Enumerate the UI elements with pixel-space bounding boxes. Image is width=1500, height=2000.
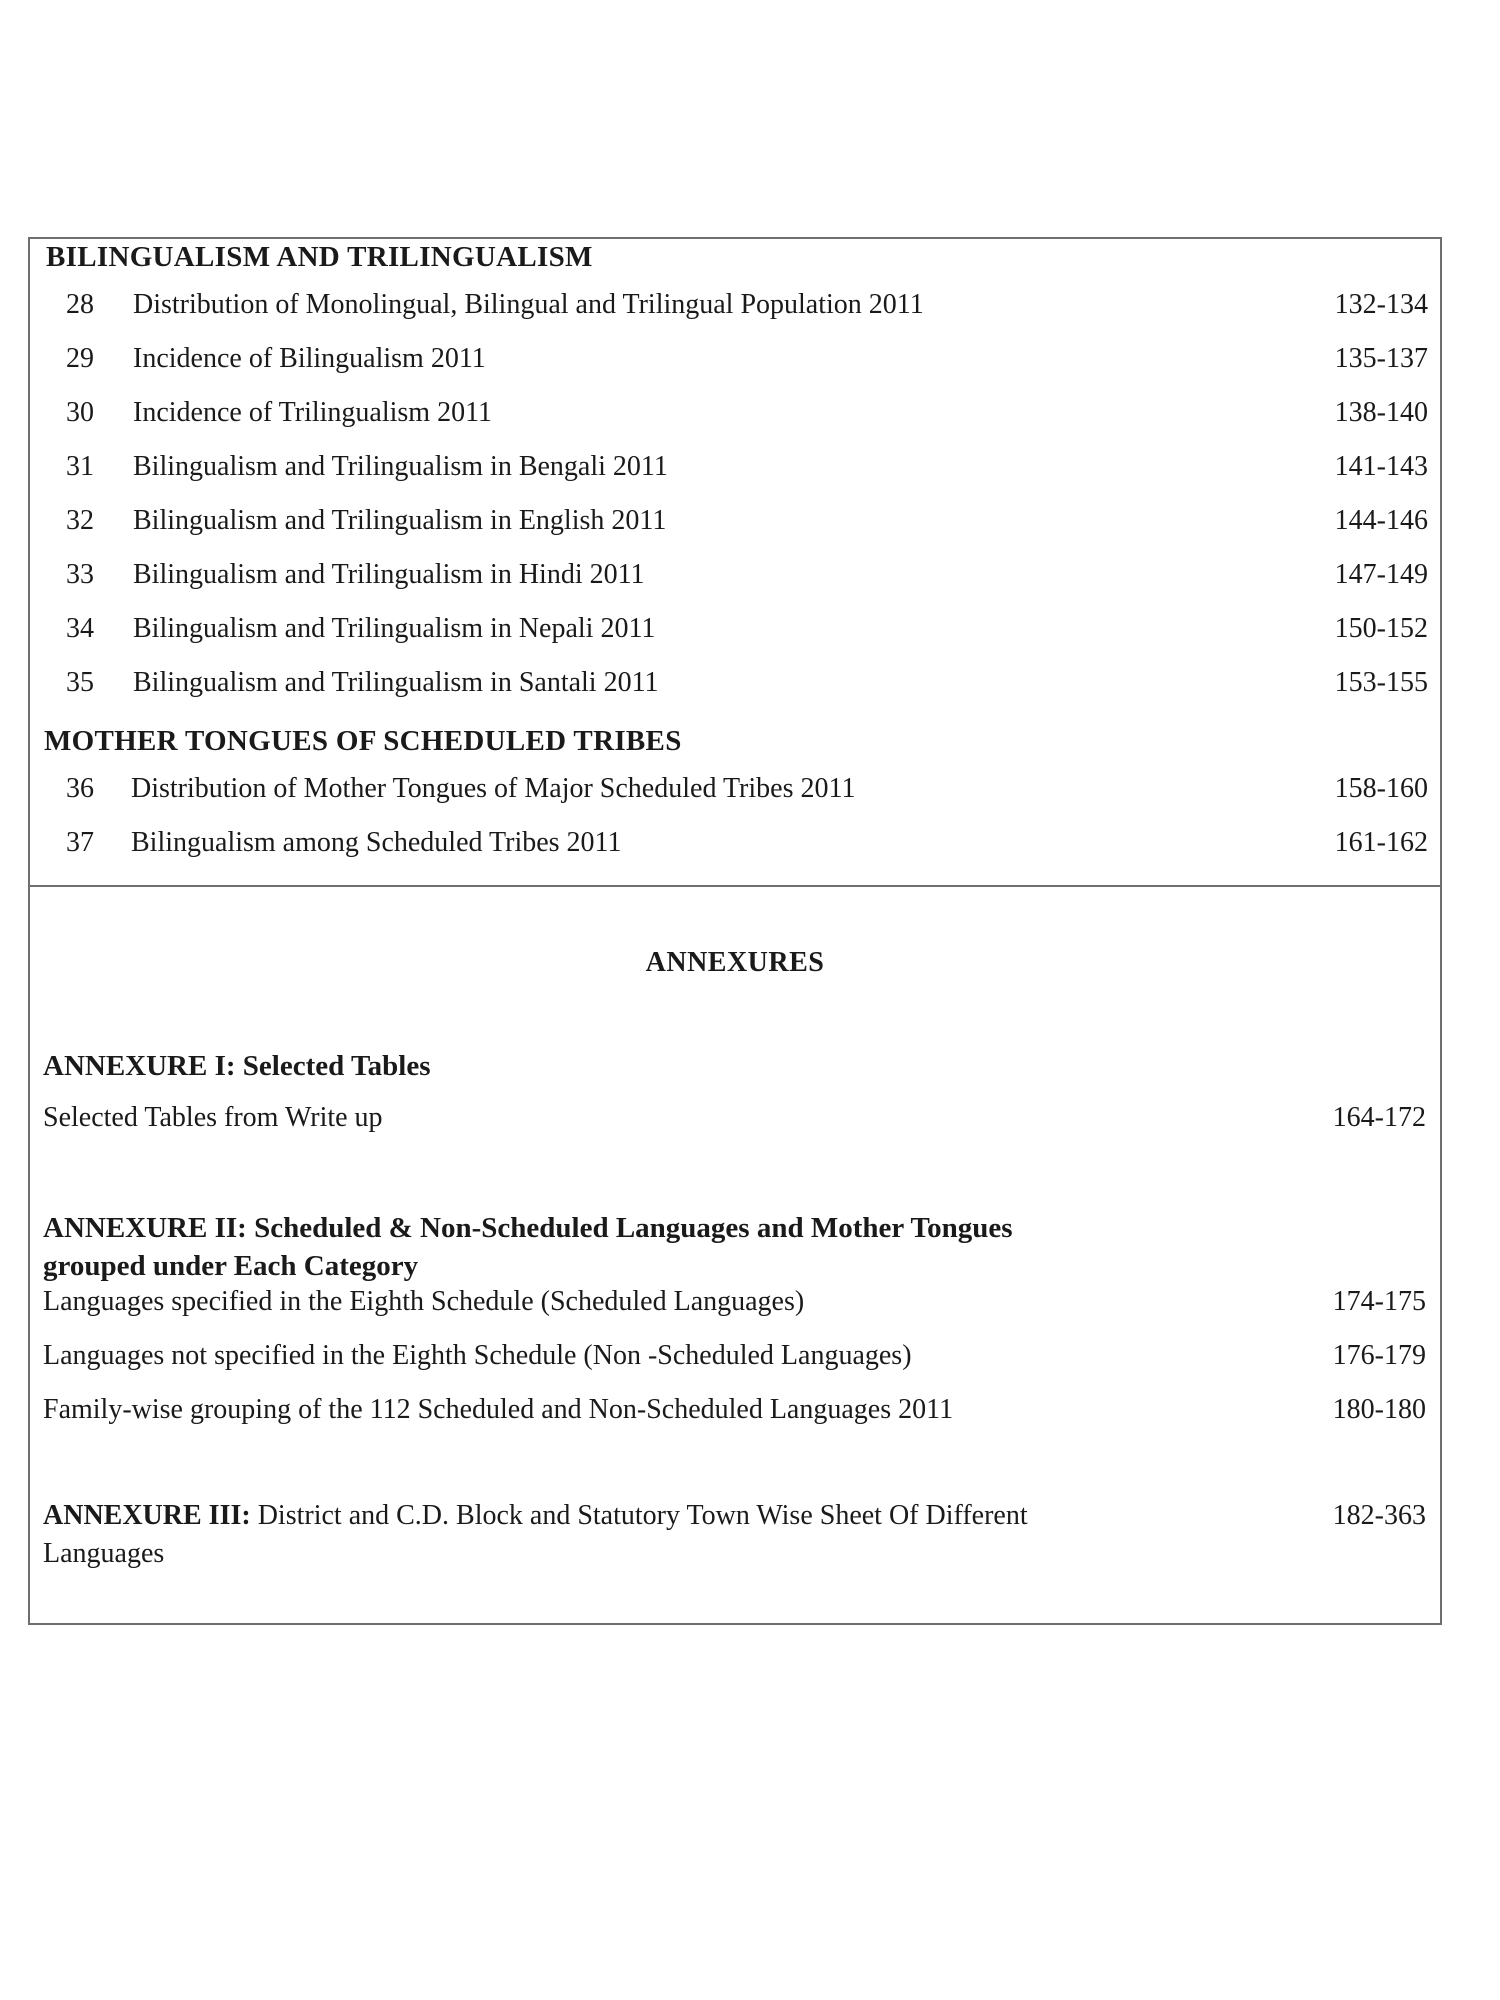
entry-pages: 147-149 [1334, 559, 1428, 590]
entry-title: Incidence of Trilingualism 2011 [133, 397, 493, 428]
toc-entry [30, 555, 1442, 595]
entry-number: 35 [66, 667, 94, 698]
annexure-2-heading-line2: grouped under Each Category [43, 1250, 419, 1282]
annexure-3-text: District and C.D. Block and Statutory Town Wise Sheet Of Different Languages [43, 1500, 1028, 1569]
entry-pages: 138-140 [1334, 397, 1428, 428]
section-heading-scheduled-tribes: MOTHER TONGUES OF SCHEDULED TRIBES [44, 725, 682, 757]
entry-number: 33 [66, 559, 94, 590]
annexure-2-heading-line1: ANNEXURE II: Scheduled & Non-Scheduled Languages and Mother Tongues [43, 1212, 1013, 1244]
entry-number: 30 [66, 397, 94, 428]
toc-entry [30, 769, 1442, 809]
entry-title: Distribution of Monolingual, Bilingual and Trilingual Population 2011 [133, 289, 924, 320]
entry-title: Bilingualism and Trilingualism in Hindi 2011 [133, 559, 645, 590]
contents-box-tables [28, 237, 1442, 887]
entry-title: Bilingualism and Trilingualism in English 2011 [133, 505, 667, 536]
toc-entry [30, 447, 1442, 487]
section-heading-bilingualism: BILINGUALISM AND TRILINGUALISM [46, 241, 593, 273]
toc-entry [30, 501, 1442, 541]
toc-entry [30, 663, 1442, 703]
entry-title: Distribution of Mother Tongues of Major Scheduled Tribes 2011 [131, 773, 856, 804]
entry-pages: 153-155 [1334, 667, 1428, 698]
annexure-3-entry [43, 1497, 1103, 1573]
annexure-3-label: ANNEXURE III: [43, 1500, 251, 1531]
annexures-title: ANNEXURES [645, 947, 825, 978]
entry-pages: 144-146 [1334, 505, 1428, 536]
entry-title: Languages specified in the Eighth Schedule (Scheduled Languages) [43, 1286, 805, 1317]
entry-pages: 132-134 [1334, 289, 1428, 320]
entry-pages: 176-179 [1332, 1340, 1426, 1371]
toc-entry [30, 285, 1442, 325]
entry-pages: 141-143 [1334, 451, 1428, 482]
entry-number: 28 [66, 289, 94, 320]
entry-title: Bilingualism and Trilingualism in Santali 2011 [133, 667, 659, 698]
toc-entry [30, 393, 1442, 433]
annexure-1-heading: ANNEXURE I: Selected Tables [43, 1050, 431, 1082]
entry-title: Bilingualism and Trilingualism in Bengali 2011 [133, 451, 668, 482]
entry-title: Languages not specified in the Eighth Schedule (Non -Scheduled Languages) [43, 1340, 912, 1371]
entry-pages: 164-172 [1332, 1102, 1426, 1133]
entry-number: 32 [66, 505, 94, 536]
entry-pages: 174-175 [1332, 1286, 1426, 1317]
annexure-3-pages: 182-363 [1332, 1500, 1426, 1531]
contents-box-annexures [28, 885, 1442, 1625]
entry-pages: 150-152 [1334, 613, 1428, 644]
entry-pages: 180-180 [1332, 1394, 1426, 1425]
entry-number: 36 [66, 773, 94, 804]
toc-entry [30, 339, 1442, 379]
entry-title: Family-wise grouping of the 112 Scheduled and Non-Scheduled Languages 2011 [43, 1394, 954, 1425]
entry-pages: 158-160 [1334, 773, 1428, 804]
entry-pages: 135-137 [1334, 343, 1428, 374]
entry-number: 31 [66, 451, 94, 482]
entry-title: Incidence of Bilingualism 2011 [133, 343, 486, 374]
toc-entry [30, 823, 1442, 863]
entry-title: Selected Tables from Write up [43, 1102, 383, 1133]
entry-title: Bilingualism and Trilingualism in Nepali 2011 [133, 613, 656, 644]
toc-entry [30, 609, 1442, 649]
entry-number: 37 [66, 827, 94, 858]
entry-title: Bilingualism among Scheduled Tribes 2011 [131, 827, 622, 858]
entry-pages: 161-162 [1334, 827, 1428, 858]
entry-number: 29 [66, 343, 94, 374]
entry-number: 34 [66, 613, 94, 644]
